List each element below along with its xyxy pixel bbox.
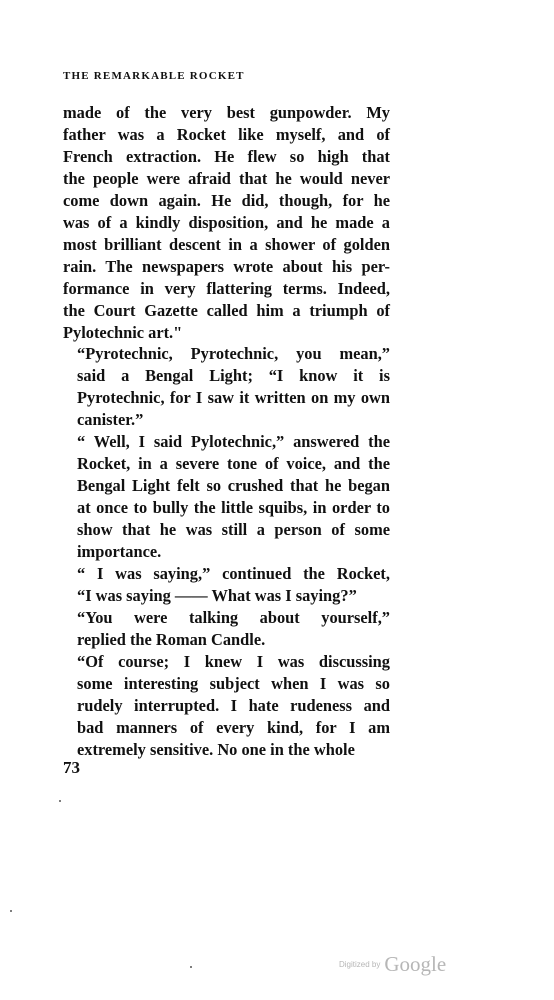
text-line: father was a Rocket like myself, and of [63, 124, 390, 144]
running-head: THE REMARKABLE ROCKET [63, 70, 245, 82]
text-line: the Court Gazette called him a triumph of [63, 300, 390, 320]
text-line: some interesting subject when I was so [77, 673, 390, 693]
scan-speck [190, 966, 192, 968]
paragraph [63, 102, 390, 343]
text-line: “Of course; I knew I was discussing [77, 651, 390, 671]
paragraph [63, 563, 390, 607]
text-line: show that he was still a person of some [77, 520, 390, 540]
text-line: Rocket, in a severe tone of voice, and the [77, 454, 390, 474]
text-line: “ I was saying,” continued the Rocket, [77, 564, 390, 584]
paragraph [63, 607, 390, 651]
scan-speck [10, 910, 12, 912]
digitized-by-google-watermark [339, 952, 446, 977]
text-line: the people were afraid that he would never [63, 168, 390, 188]
text-line: was of a kindly disposition, and he made a [63, 212, 390, 232]
text-line: extremely sensitive. No one in the whole [77, 739, 355, 759]
watermark-prefix: Digitized by [339, 960, 381, 969]
page-number: 73 [63, 758, 80, 777]
text-line: Bengal Light felt so crushed that he began [77, 476, 390, 496]
paragraph [63, 431, 390, 563]
scan-speck [59, 800, 61, 802]
text-line: French extraction. He flew so high that [63, 146, 390, 166]
text-line: importance. [77, 542, 162, 562]
paragraph [63, 651, 390, 761]
text-line: Pyrotechnic, for I saw it written on my own [77, 388, 390, 408]
text-line: most brilliant descent in a shower of golden [63, 234, 390, 254]
text-line: made of the very best gunpowder. My [63, 103, 390, 122]
text-line: “You were talking about yourself,” [77, 607, 390, 627]
text-line: rudely interrupted. I hate rudeness and [77, 695, 390, 715]
text-line: said a Bengal Light; “I know it is [77, 366, 390, 386]
body-text [63, 102, 390, 761]
text-line: at once to bully the little squibs, in order to [77, 498, 390, 518]
text-line: bad manners of every kind, for I am [77, 717, 390, 737]
text-line: rain. The newspapers wrote about his per- [63, 256, 390, 276]
text-line: formance in very flattering terms. Indeed, [63, 278, 390, 298]
text-line: replied the Roman Candle. [77, 629, 266, 649]
watermark-brand: Google [384, 952, 447, 976]
text-line: “ Well, I said Pylotechnic,” answered the [77, 432, 390, 452]
text-line: come down again. He did, though, for he [63, 190, 390, 210]
text-line: canister.” [77, 410, 144, 430]
text-line: “I was saying —— What was I saying?” [77, 585, 357, 605]
text-line: “Pyrotechnic, Pyrotechnic, you mean,” [77, 344, 390, 364]
text-line: Pylotechnic art." [63, 322, 183, 342]
paragraph [63, 343, 390, 431]
